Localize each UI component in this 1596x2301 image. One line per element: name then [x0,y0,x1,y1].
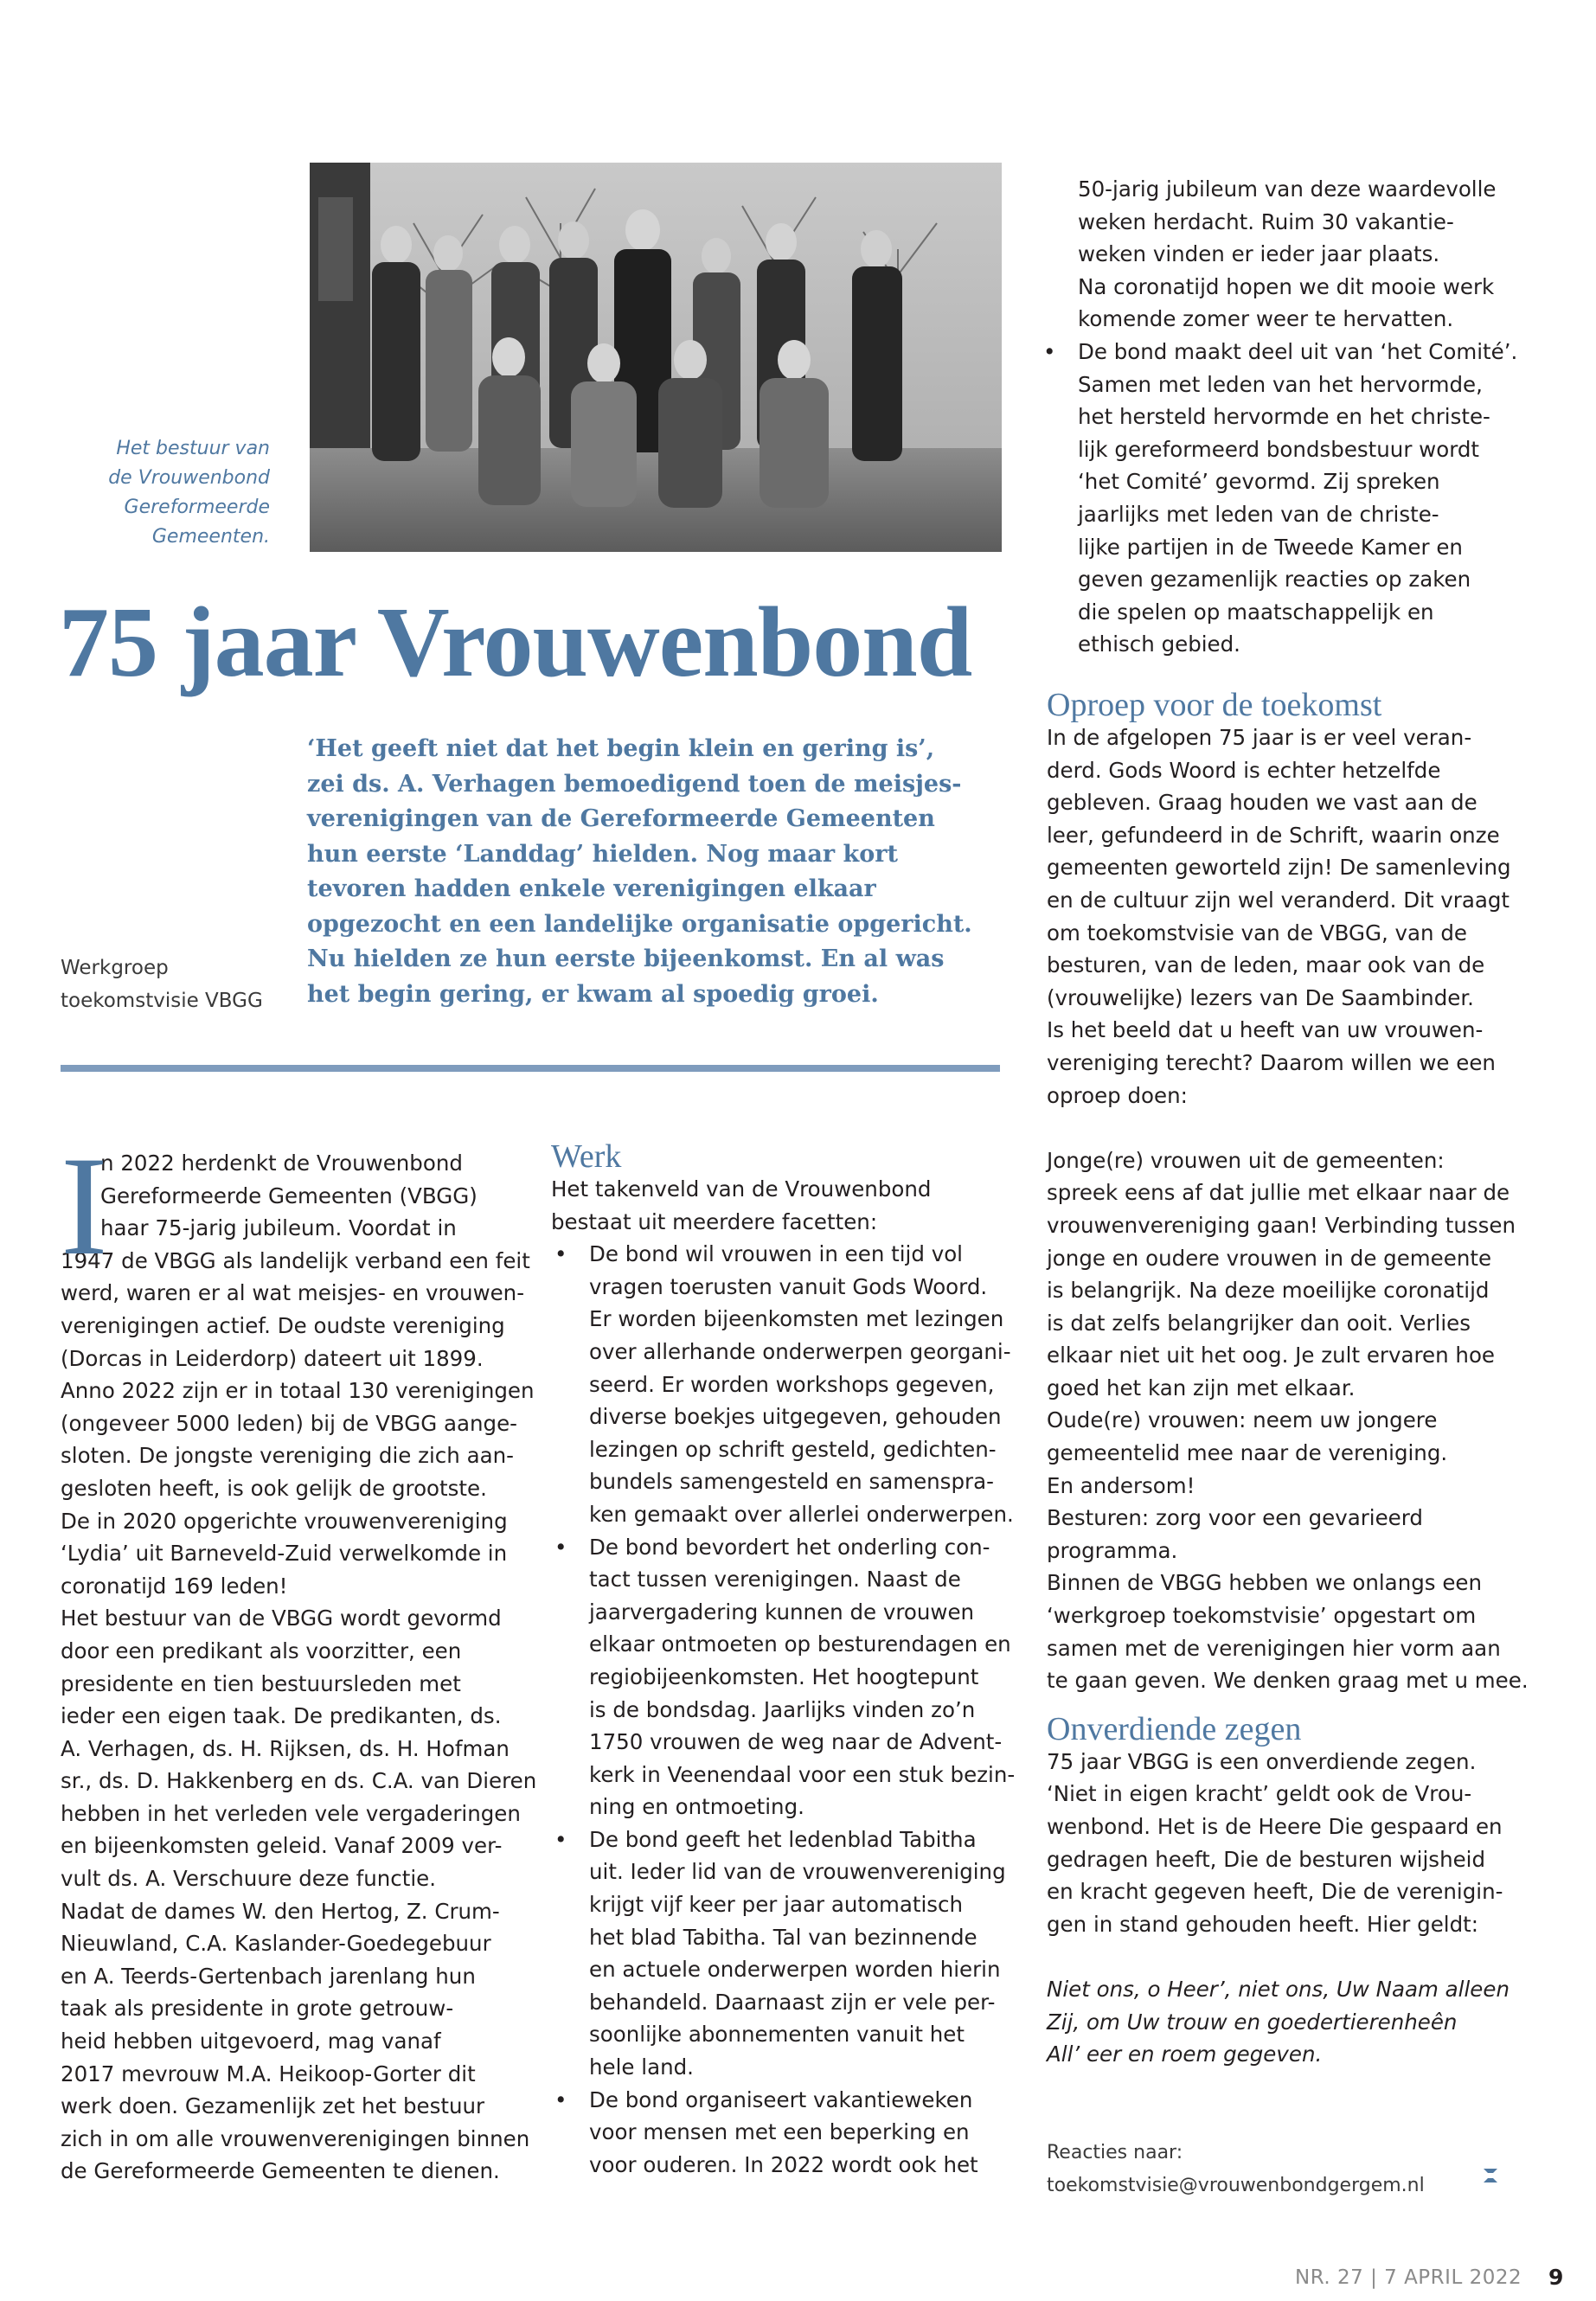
text-line: All’ eer en roem gegeven. [1047,2041,1323,2067]
text-line: 1947 de VBGG als landelijk verband een feit [61,1247,530,1273]
text-line: ‘Niet in eigen kracht’ geldt ook de Vrou- [1047,1781,1472,1807]
lead-line: tevoren hadden enkele verenigingen elkaar [307,875,876,902]
text-line: de Gereformeerde Gemeenten te dienen. [61,2158,500,2184]
divider-rule [61,1065,1000,1072]
text-line: Jonge(re) vrouwen uit de gemeenten: [1047,1147,1445,1173]
text-line: en de cultuur zijn wel veranderd. Dit vraagt [1047,887,1510,913]
caption-line: Gemeenten. [151,526,270,548]
text-line: ken gemaakt over allerlei onderwerpen. [589,1501,1014,1527]
text-line: Niet ons, o Heer’, niet ons, Uw Naam alleen [1047,1976,1509,2002]
text-line: sr., ds. D. Hakkenberg en ds. C.A. van Dieren [61,1768,537,1794]
text-line: Het bestuur van de VBGG wordt gevormd [61,1606,502,1631]
text-line: Het takenveld van de Vrouwenbond [551,1176,932,1202]
text-line: oproep doen: [1047,1082,1188,1108]
caption-line: Gereformeerde [124,497,270,518]
text-line: ethisch gebied. [1078,631,1240,657]
text-line: Anno 2022 zijn er in totaal 130 verenigingen [61,1378,535,1404]
text-line: en kracht gegeven heeft, Die de verenigin- [1047,1879,1503,1905]
text-line: komende zomer weer te hervatten. [1078,306,1454,332]
col1-paragraphs [61,1245,537,2188]
text-line: • De bond geeft het ledenblad Tabitha [589,1826,977,1852]
text-line: is de bondsdag. Jaarlijks vinden zo’n [589,1696,976,1722]
text-line: ieder een eigen taak. De predikanten, ds. [61,1703,502,1729]
text-line: en bijeenkomsten geleid. Vanaf 2009 ver- [61,1833,503,1859]
drop-cap: I [61,1128,108,1285]
bullet-item [551,1823,1006,2084]
bullet-item [551,2084,1001,2182]
text-line: ‘het Comité’ gevormd. Zij spreken [1078,469,1440,495]
text-line: coronatijd 169 leden! [61,1573,288,1599]
bullet-continuation [1040,173,1524,336]
text-line: uit. Ieder lid van de vrouwenvereniging [589,1859,1006,1885]
text-line: weken vinden er ieder jaar plaats. [1078,241,1440,267]
byline [61,952,294,1017]
text-line: Oude(re) vrouwen: neem uw jongere [1047,1407,1438,1433]
text-line: gesloten heeft, is ook gelijk de grootste. [61,1475,487,1501]
text-line: A. Verhagen, ds. H. Rijksen, ds. H. Hofman [61,1735,510,1761]
text-line: vrouwenvereniging gaan! Verbinding tussen [1047,1212,1516,1238]
body-column-3-top [1040,173,1524,661]
article-title: 75 jaar Vrouwenbond [59,587,972,698]
text-line: te gaan geven. We denken graag met u mee. [1047,1668,1529,1694]
poem-quote [1047,1973,1531,2071]
text-line: om toekomstvisie van de VBGG, van de [1047,920,1467,945]
reactions-email-link[interactable]: toekomstvisie@vrouwenbondgergem.nl [1047,2175,1425,2196]
text-line: werd, waren er al wat meisjes- en vrouwen- [61,1280,525,1306]
text-line: lezingen op schrift gesteld, gedichten- [589,1436,997,1462]
text-line: • De bond organiseert vakantieweken [589,2086,973,2112]
text-line: vult ds. A. Verschuure deze functie. [61,1866,437,1892]
text-line: is dat zelfs belangrijker dan ooit. Verlies [1047,1310,1471,1336]
text-line: sloten. De jongste vereniging die zich aan- [61,1443,514,1469]
text-line: geven gezamenlijk reacties op zaken [1078,567,1471,593]
text-line: taak als presidente in grote getrouw- [61,1996,454,2022]
body-column-2 [551,1138,1016,2181]
lead-line: het begin gering, er kwam al spoedig groei. [307,980,879,1008]
text-line: behandeld. Daarnaast zijn er vele per- [589,1989,996,2015]
text-line: bundels samengesteld en samenspra- [589,1469,994,1495]
text-line: besturen, van de leden, maar ook van de [1047,952,1485,978]
reactions-block [1047,2137,1425,2202]
text-line: gemeentelid mee naar de vereniging. [1047,1440,1448,1466]
text-line: En andersom! [1047,1472,1195,1498]
body-column-1 [61,1128,537,2188]
text-line: vragen toerusten vanuit Gods Woord. [589,1273,988,1299]
text-line: • De bond wil vrouwen in een tijd vol [589,1241,963,1267]
lead-line: opgezocht en een landelijke organisatie opgericht. [307,910,972,938]
text-line: werk doen. Gezamenlijk zet het bestuur [61,2093,485,2119]
lead-line: zei ds. A. Verhagen bemoedigend toen de meisjes- [307,770,962,798]
text-line: over allerhande onderwerpen georgani- [589,1338,1011,1364]
text-line: verenigingen actief. De oudste vereniging [61,1312,505,1338]
oproep-paragraph [1047,721,1531,1112]
text-line: jaarvergadering kunnen de vrouwen [589,1599,975,1625]
section-heading-oproep: Oproep voor de toekomst [1047,687,1382,723]
text-line: samen met de verenigingen hier vorm aan [1047,1635,1501,1661]
text-line: 1750 vrouwen de weg naar de Advent- [589,1729,1003,1755]
photo-caption [52,434,270,552]
text-line: 2017 mevrouw M.A. Heikoop-Gorter dit [61,2061,476,2086]
lead-line: Nu hielden ze hun eerste bijeenkomst. En al was [307,945,945,972]
text-line: wenbond. Het is de Heere Die gespaard en [1047,1814,1503,1839]
page-number: 9 [1548,2265,1564,2290]
text-line: voor mensen met een beperking en [589,2119,970,2145]
section-heading-zegen: Onverdiende zegen [1047,1710,1302,1747]
text-line: 50-jarig jubileum van deze waardevolle [1078,176,1497,202]
text-line: gemeenten geworteld zijn! De samenleving [1047,855,1511,881]
text-line: Nieuwland, C.A. Kaslander-Goedegebuur [61,1931,491,1957]
text-line: haar 75-jarig jubileum. Voordat in [100,1215,457,1241]
text-line: soonlijke abonnementen vanuit het [589,2022,965,2048]
text-line: (vrouwelijke) lezers van De Saambinder. [1047,984,1474,1010]
text-line: gedragen heeft, Die de besturen wijsheid [1047,1846,1486,1872]
text-line: het hersteld hervormde en het christe- [1078,404,1490,430]
text-line: derd. Gods Woord is echter hetzelfde [1047,757,1441,783]
text-line: programma. [1047,1537,1178,1563]
text-line: is belangrijk. Na deze moeilijke coronatijd [1047,1278,1490,1304]
text-line: • De bond maakt deel uit van ‘het Comité’. [1078,338,1518,364]
text-line: spreek eens af dat jullie met elkaar naar de [1047,1180,1510,1206]
caption-line: Het bestuur van [116,438,270,459]
text-line: vereniging terecht? Daarom willen we een [1047,1049,1496,1075]
text-line: Zij, om Uw trouw en goedertierenheên [1047,2009,1458,2035]
text-line: weken herdacht. Ruim 30 vakantie- [1078,208,1454,234]
lead-line: hun eerste ‘Landdag’ hielden. Nog maar kort [307,840,898,868]
text-line: Na coronatijd hopen we dit mooie werk [1078,273,1495,299]
section-heading-werk: Werk [551,1138,622,1175]
text-line: hebben in het verleden vele vergaderingen [61,1800,521,1826]
text-line: gen in stand gehouden heeft. Hier geldt: [1047,1911,1478,1937]
text-line: 75 jaar VBGG is een onverdiende zegen. [1047,1748,1477,1774]
saambinder-logo-icon [1481,2166,1500,2185]
text-line: het blad Tabitha. Tal van bezinnende [589,1924,977,1950]
text-line: seerd. Er worden workshops gegeven, [589,1371,995,1397]
text-line: presidente en tien bestuursleden met [61,1670,461,1696]
byline-line: Werkgroep [61,957,169,979]
lead-line: verenigingen van de Gereformeerde Gemeenten [307,805,935,832]
text-line: zich in om alle vrouwenverenigingen binnen [61,2125,530,2151]
text-line: De in 2020 opgerichte vrouwenvereniging [61,1508,508,1534]
issue-info: NR. 27 | 7 APRIL 2022 [1295,2266,1522,2289]
text-line: n 2022 herdenkt de Vrouwenbond [100,1150,463,1176]
article-lead [307,732,999,1012]
text-line: (Dorcas in Leiderdorp) dateert uit 1899. [61,1345,484,1371]
werk-bullet-list [551,1238,1016,2181]
bullet-item [551,1531,1016,1823]
text-line: die spelen op maatschappelijk en [1078,599,1434,625]
text-line: elkaar niet uit het oog. Je zult ervaren hoe [1047,1343,1496,1368]
text-line: Nadat de dames W. den Hertog, Z. Crum- [61,1898,500,1924]
text-line: door een predikant als voorzitter, een [61,1638,462,1663]
reactions-label: Reacties naar: [1047,2142,1183,2163]
text-line: Is het beeld dat u heeft van uw vrouwen- [1047,1017,1484,1043]
text-line: en actuele onderwerpen worden hierin [589,1957,1001,1983]
text-line: diverse boekjes uitgegeven, gehouden [589,1404,1002,1430]
text-line: Besturen: zorg voor een gevarieerd [1047,1505,1423,1531]
text-line: krijgt vijf keer per jaar automatisch [589,1892,964,1918]
text-line: kerk in Veenendaal voor een stuk bezin- [589,1761,1016,1787]
caption-line: de Vrouwenbond [108,467,270,489]
text-line: (ongeveer 5000 leden) bij de VBGG aange- [61,1410,518,1436]
text-line: tact tussen verenigingen. Naast de [589,1567,961,1593]
text-line: bestaat uit meerdere facetten: [551,1208,878,1234]
text-line: jonge en oudere vrouwen in de gemeente [1047,1245,1492,1271]
text-line: ning en ontmoeting. [589,1794,804,1820]
text-line: lijk gereformeerd bondsbestuur wordt [1078,436,1480,462]
text-line: voor ouderen. In 2022 wordt ook het [589,2151,978,2177]
lead-line: ‘Het geeft niet dat het begin klein en gering is’, [307,735,935,762]
bullet-item [551,1238,1014,1530]
text-line: en A. Teerds-Gertenbach jarenlang hun [61,1963,476,1989]
text-line: Binnen de VBGG hebben we onlangs een [1047,1570,1483,1596]
text-line: lijke partijen in de Tweede Kamer en [1078,534,1463,560]
text-line: ‘Lydia’ uit Barneveld-Zuid verwelkomde in [61,1541,508,1567]
text-line: gebleven. Graag houden we vast aan de [1047,790,1477,816]
comite-bullet [1040,336,1524,661]
text-line: goed het kan zijn met elkaar. [1047,1375,1356,1400]
text-line: leer, gefundeerd in de Schrift, waarin onze [1047,822,1500,848]
text-line: Gereformeerde Gemeenten (VBGG) [100,1183,478,1208]
byline-line: toekomstvisie VBGG [61,990,263,1012]
zegen-paragraph [1047,1746,1531,1941]
text-line: heid hebben uitgevoerd, mag vanaf [61,2029,441,2054]
text-line: Er worden bijeenkomsten met lezingen [589,1306,1004,1332]
body-column-3 [1047,689,1531,2071]
group-photo [310,163,1002,552]
bullet-item [1040,336,1524,661]
text-line: regiobijeenkomsten. Het hoogtepunt [589,1663,979,1689]
text-line: • De bond bevordert het onderling con- [589,1534,990,1560]
text-line: Samen met leden van het hervormde, [1078,371,1483,397]
text-line: In de afgelopen 75 jaar is er veel veran- [1047,725,1472,750]
text-line: ‘werkgroep toekomstvisie’ opgestart om [1047,1603,1477,1629]
oproep-list [1047,1144,1531,1697]
text-line: hele land. [589,2054,694,2080]
text-line: jaarlijks met leden van de christe- [1078,501,1439,527]
text-line: elkaar ontmoeten op besturendagen en [589,1631,1011,1657]
